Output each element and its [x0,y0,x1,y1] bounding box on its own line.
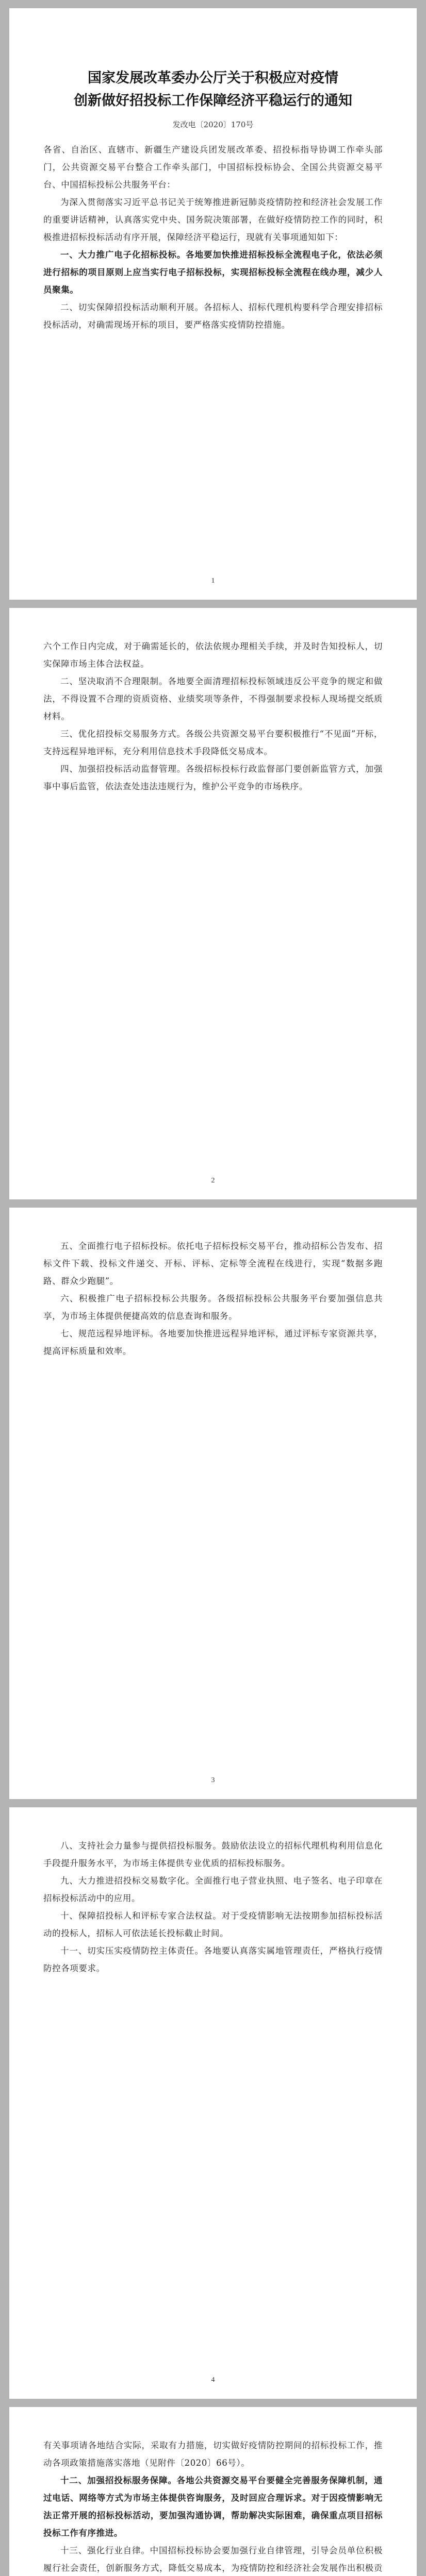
paragraph: 三、优化招投标交易服务方式。各级公共资源交易平台要积极推行“不见面”开标，支持远程异地评标，充分利用信息技术手段降低交易成本。 [43,729,383,756]
paragraph: 八、支持社会力量参与提供招投标服务。鼓励依法设立的招标代理机构利用信息化手段提升服务水平，为市场主体提供专业优质的招标投标服务。 [43,1841,383,1868]
paragraph: 十三、强化行业自律。中国招标投标协会要加强行业自律管理，引导会员单位积极履行社会责任，创新服务方式，降低交易成本，为疫情防控和经济社会发展作出积极贡 [43,2546,383,2573]
title-line-2: 创新做好招投标工作保障经济平稳运行的通知 [74,93,352,109]
document-title [43,67,383,112]
paragraph: 一、大力推广电子化招标投标。各地要加快推进招标投标全流程电子化，依法必须进行招标的项目原则上应当实行电子招标投标，实现招标投标全流程在线办理，减少人员聚集。 [43,250,383,295]
paragraph: 六、积极推广电子招标投标公共服务。各级招标投标公共服务平台要加强信息共享，为市场主体提供便捷高效的信息查询和服务。 [43,1294,383,1321]
page-number: 4 [211,2376,215,2384]
paragraph: 十二、加强招投标服务保障。各地公共资源交易平台要健全完善服务保障机制，通过电话、网络等方式为市场主体提供咨询服务，及时回应合理诉求。对于因疫情影响无法正常开展的招标投标活动，要加强沟通协调，帮助解决实际困难，确保重点项目招标投标工作有序推进。 [43,2476,383,2538]
page-5 [9,2407,417,2576]
paragraph: 十一、切实压实疫情防控主体责任。各地要认真落实属地管理责任，严格执行疫情防控各项要求。 [43,1946,383,1973]
paragraph: 为深入贯彻落实习近平总书记关于统筹推进新冠肺炎疫情防控和经济社会发展工作的重要讲话精神，认真落实党中央、国务院决策部署，在做好疫情防控工作的同时，积极推进招标投标活动有序开展，保障经济平稳运行，现就有关事项通知如下： [43,197,383,242]
salutation: 各省、自治区、直辖市、新疆生产建设兵团发展改革委、招投标指导协调工作牵头部门，公共资源交易平台整合工作牵头部门，中国招标投标协会、全国公共资源交易平台、中国招标投标公共服务平台： [43,145,383,190]
paragraph: 四、加强招投标活动监督管理。各级招标投标行政监督部门要创新监管方式，加强事中事后监管，依法查处违法违规行为，维护公平竞争的市场秩序。 [43,764,383,791]
page-1 [9,8,417,600]
paragraph: 六个工作日内完成，对于确需延长的，依法依规办理相关手续，并及时告知投标人，切实保障市场主体合法权益。 [43,641,383,669]
page-4 [9,1807,417,2399]
page-number: 1 [211,577,215,585]
paragraph: 五、全面推行电子招标投标。依托电子招标投标交易平台，推动招标公告发布、招标文件下载、投标文件递交、开标、评标、定标等全流程在线进行，实现“数据多跑路、群众少跑腿”。 [43,1241,383,1286]
document-number: 发改电〔2020〕170号 [172,120,254,129]
page-number: 2 [211,1177,215,1184]
paragraph: 七、规范远程异地评标。各地要加快推进远程异地评标，通过评标专家资源共享，提高评标质量和效率。 [43,1329,383,1356]
page-3 [9,1208,417,1799]
paragraph: 二、切实保障招投标活动顺利开展。各招标人、招标代理机构要科学合理安排招标投标活动，对确需现场开标的项目，要严格落实疫情防控措施。 [43,302,383,330]
page-number: 3 [211,1776,215,1784]
paragraph: 十、保障招投标人和评标专家合法权益。对于受疫情影响无法按期参加招标投标活动的投标人，招标人可依法延长投标截止时间。 [43,1911,383,1938]
paragraph: 有关事项请各地结合实际，采取有力措施，切实做好疫情防控期间的招标投标工作，推动各项政策措施落实落地（见附件〔2020〕66号）。 [43,2441,383,2468]
paragraph: 九、大力推进招投标交易数字化。全面推行电子营业执照、电子签名、电子印章在招标投标活动中的应用。 [43,1876,383,1903]
title-line-1: 国家发展改革委办公厅关于积极应对疫情 [88,70,338,86]
page-2 [9,608,417,1199]
paragraph: 二、坚决取消不合理限制。各地要全面清理招标投标领域违反公平竞争的规定和做法，不得设置不合理的资质资格、业绩奖项等条件，不得强制要求投标人现场提交纸质材料。 [43,676,383,721]
